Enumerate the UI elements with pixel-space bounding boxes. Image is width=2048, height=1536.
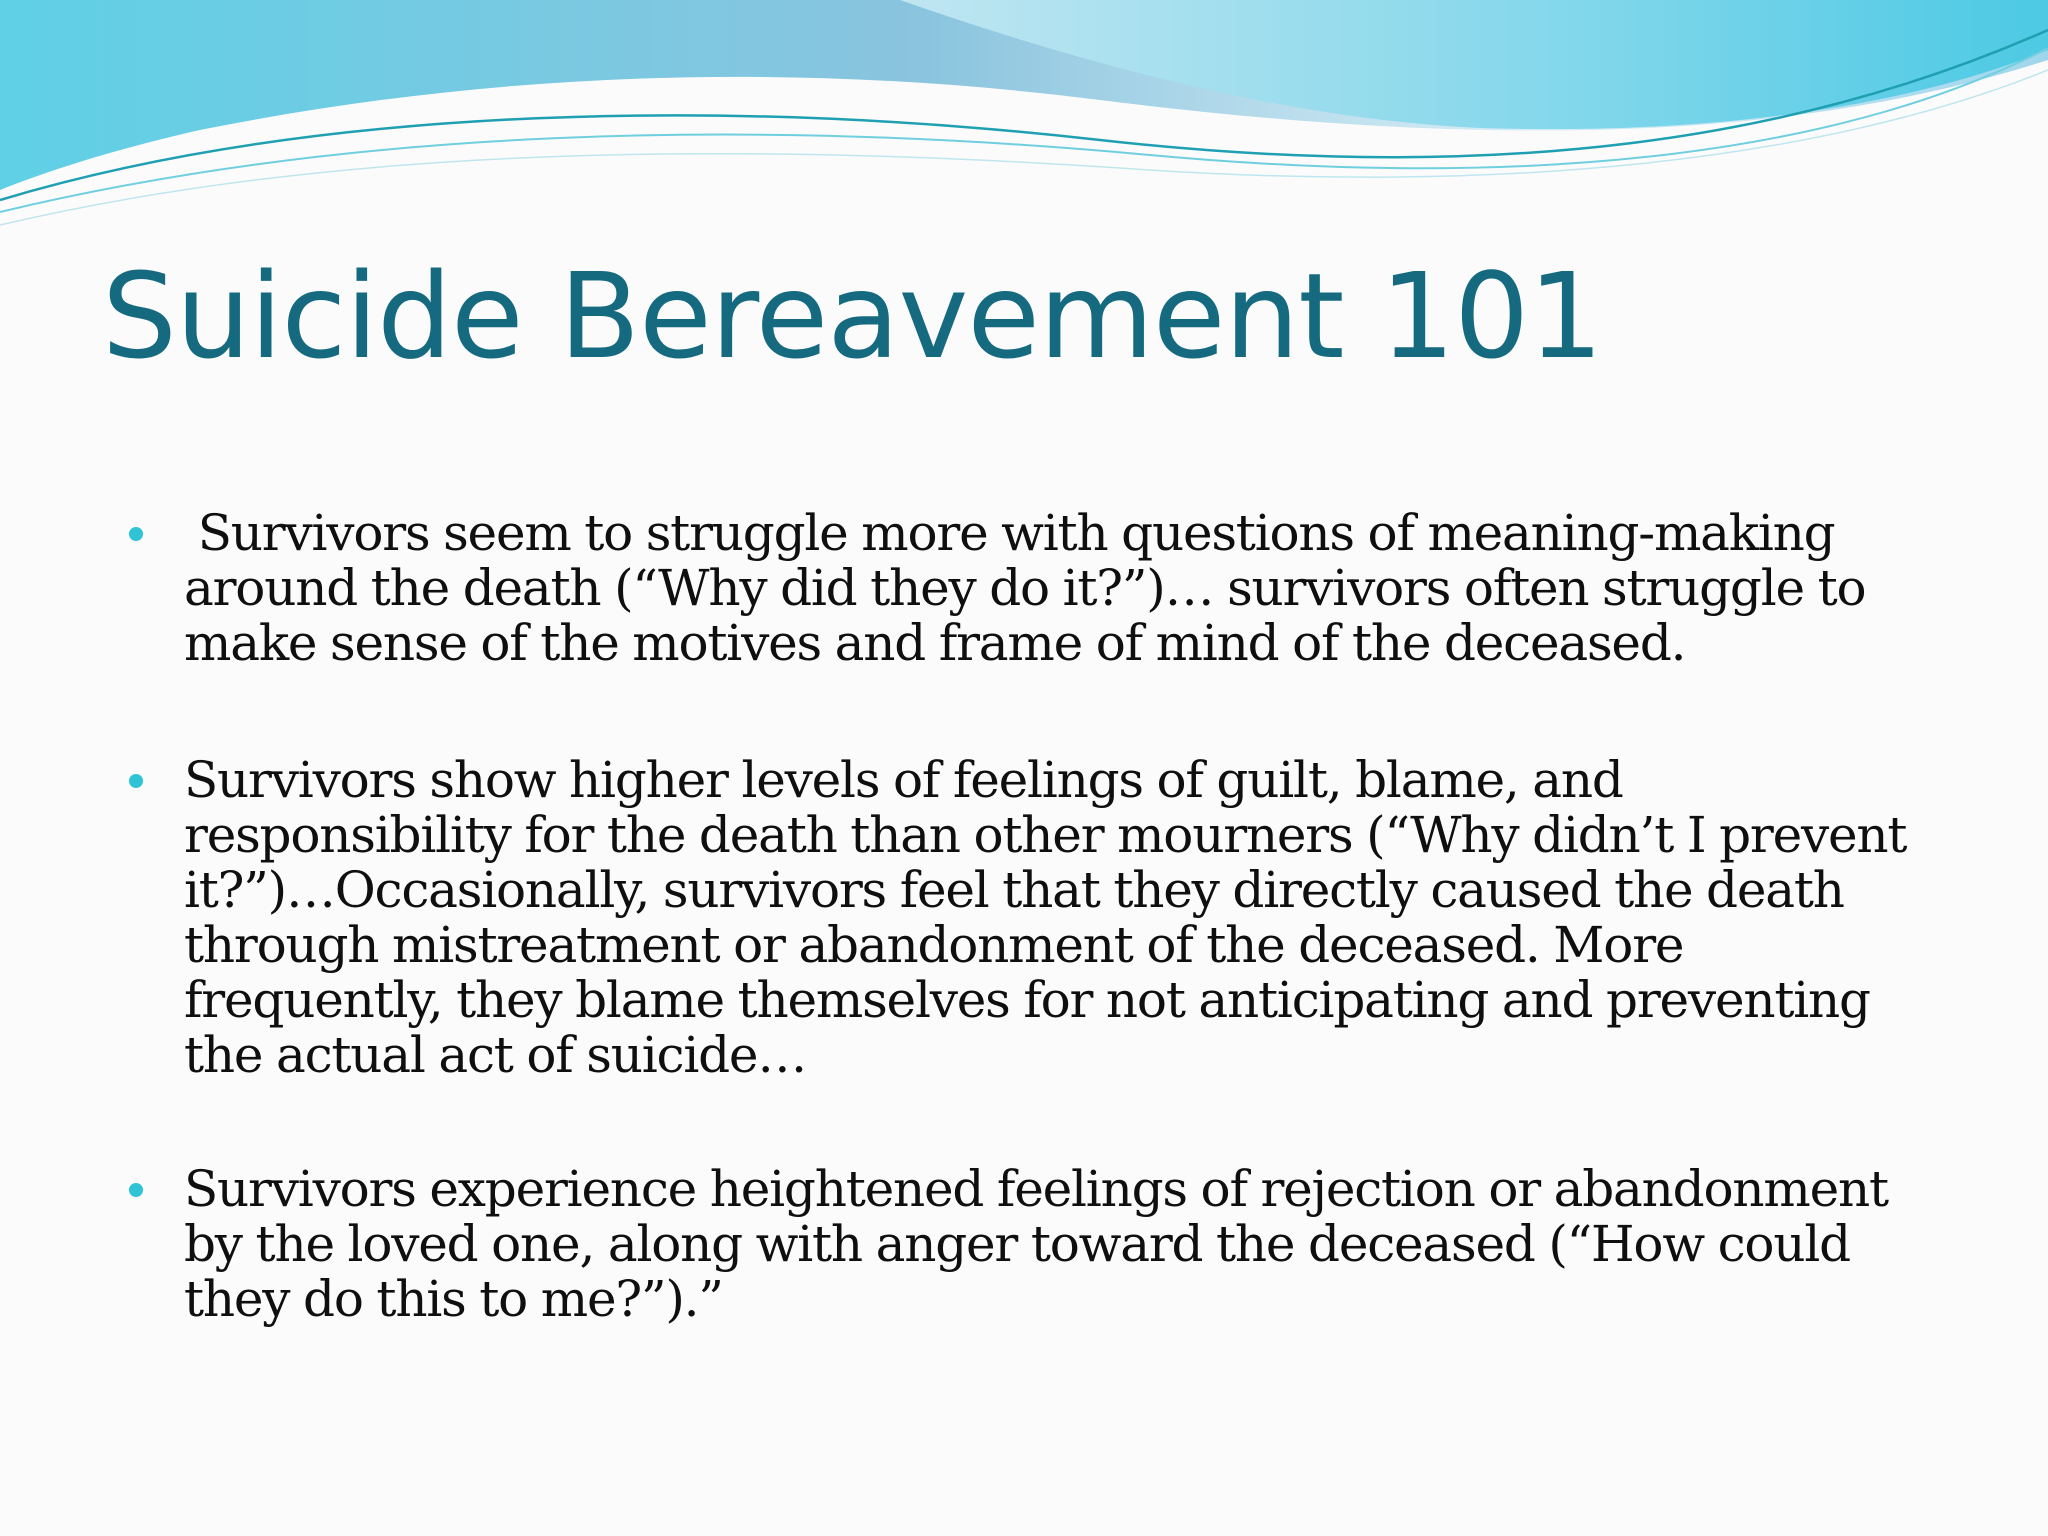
bullet-line: Survivors experience heightened feelings of rejection or abandonment — [184, 1160, 1888, 1218]
bullet-line: responsibility for the death than other mourners (“Why didn’t I prevent — [184, 806, 1907, 864]
bullet-line: by the loved one, along with anger toward the deceased (“How could — [184, 1215, 1850, 1273]
bullet-item-meaning-making — [184, 506, 1944, 671]
bullet-icon — [129, 1183, 143, 1197]
bullet-icon — [129, 527, 143, 541]
slide-title: Suicide Bereavement 101 — [102, 247, 1603, 385]
bullet-line: Survivors show higher levels of feelings of guilt, blame, and — [184, 751, 1623, 809]
bullet-line: around the death (“Why did they do it?”)… survivors often struggle to — [184, 559, 1866, 617]
bullet-line: frequently, they blame themselves for not anticipating and preventing — [184, 971, 1870, 1029]
bullet-line: it?”)…Occasionally, survivors feel that they directly caused the death — [184, 861, 1844, 919]
bullet-item-guilt-blame — [184, 753, 1944, 1083]
bullet-line: the actual act of suicide… — [184, 1026, 807, 1084]
bullet-line: through mistreatment or abandonment of the deceased. More — [184, 916, 1684, 974]
bullet-line: they do this to me?”).” — [184, 1270, 723, 1328]
bullet-line: Survivors seem to struggle more with questions of meaning-making — [184, 504, 1835, 562]
bullet-icon — [129, 774, 143, 788]
bullet-line: make sense of the motives and frame of mind of the deceased. — [184, 614, 1686, 672]
bullet-item-rejection-anger — [184, 1162, 1944, 1327]
